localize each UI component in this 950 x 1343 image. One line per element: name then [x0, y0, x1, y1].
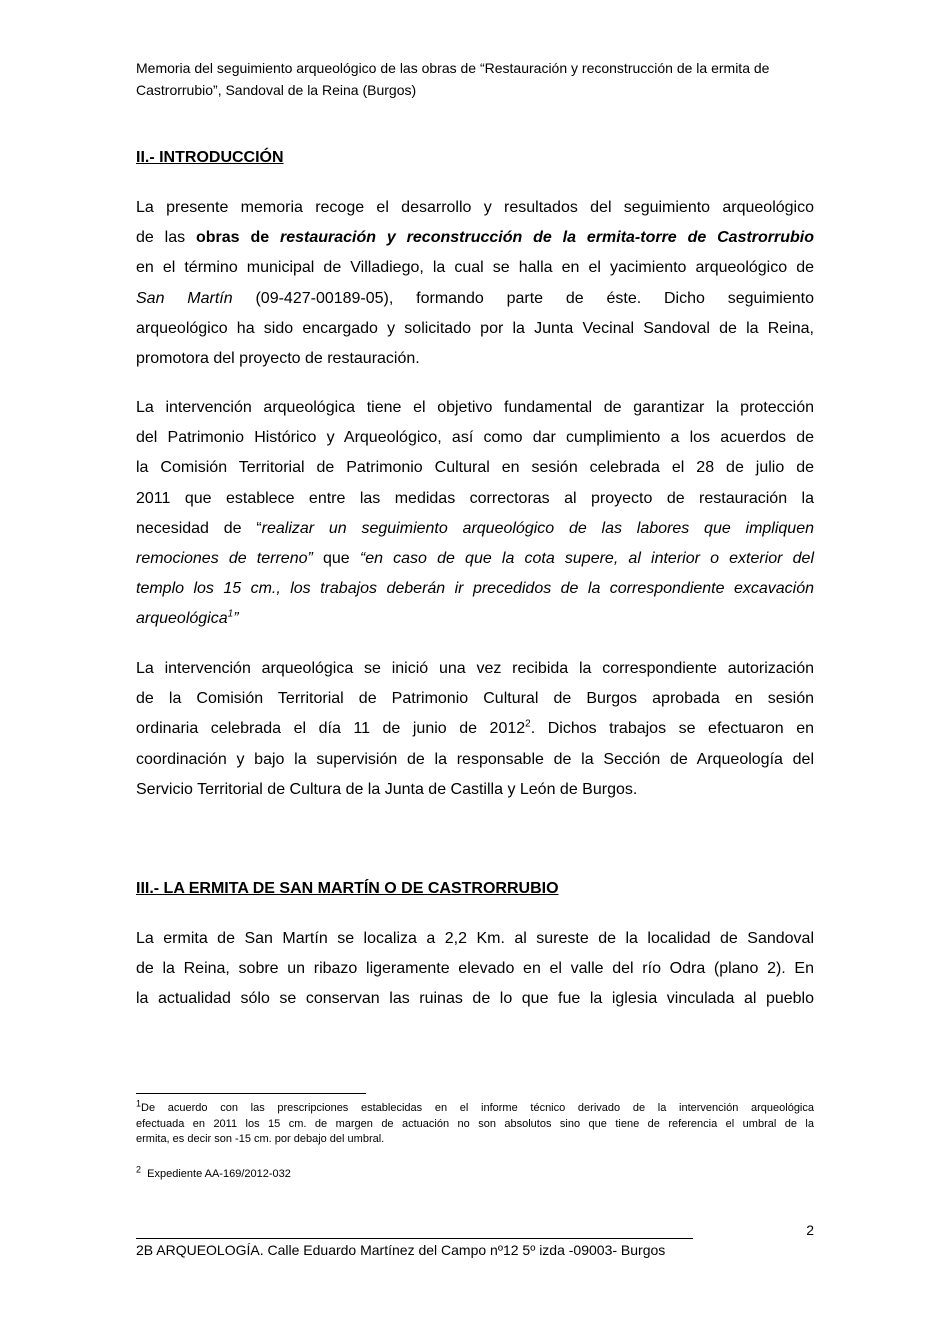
- footnote-ref: 2: [525, 719, 531, 731]
- text-line: coordinación y bajo la supervisión de la responsable de la Sección de Arqueología del: [136, 750, 814, 768]
- text-line: Servicio Territorial de Cultura de la Junta de Castilla y León de Burgos.: [136, 780, 638, 798]
- text-line: San Martín (09-427-00189-05), formando parte de éste. Dicho seguimiento: [136, 289, 814, 307]
- footer-divider: [136, 1238, 693, 1239]
- text-line: de las obras de restauración y reconstrucción de la ermita-torre de Castrorrubio: [136, 229, 815, 247]
- text-line: arqueológica$^1$”: [136, 609, 239, 628]
- footnote-divider: [136, 1093, 366, 1094]
- text-line: de la Comisión Territorial de Patrimonio Cultural de Burgos aprobada en sesión: [136, 690, 814, 708]
- footnote-number: 1: [136, 1098, 142, 1109]
- text-line: necesidad de “realizar un seguimiento arqueológico de las labores que impliquen: [136, 519, 815, 537]
- footnote-2: $^2$ Expediente AA-169/2012-032: [136, 1164, 291, 1180]
- paragraph: [136, 654, 814, 805]
- text-line: de la Reina, sobre un ribazo ligeramente elevado en el valle del río Odra (plano 2). En: [136, 960, 814, 978]
- text-line: La intervención arqueológica tiene el objetivo fundamental de garantizar la protección: [136, 399, 814, 416]
- text-line: ordinaria celebrada el día 11 de junio de 2012$^2$. Dichos trabajos se efectuaron en: [136, 719, 814, 738]
- text-line: ermita, es decir son -15 cm. por debajo del umbral.: [136, 1133, 385, 1145]
- footnote-1: $^1$De acuerdo con las prescripciones establecidas en el informe técnico derivado de la intervención arqueológica efectuada en 2011 los 15 cm. de margen de actuación no son absolutos sino que tiene de referencia el umbral de la ermita, es decir son -15 cm. por debajo del umbral.: [136, 1101, 814, 1148]
- text-line: la actualidad sólo se conservan las ruinas de lo que fue la iglesia vinculada al pueblo: [136, 990, 814, 1008]
- text-line: remociones de terreno” que “en caso de que la cota supere, al interior o exterior del: [136, 550, 814, 568]
- text-line: en el término municipal de Villadiego, la cual se halla en el yacimiento arqueológico de: [136, 259, 814, 277]
- text-line: del Patrimonio Histórico y Arqueológico, así como dar cumplimiento a los acuerdos de: [136, 429, 814, 447]
- section-heading-ermita: III.- LA ERMITA DE SAN MARTÍN O DE CASTRORRUBIO: [136, 880, 559, 897]
- page-footer: 2B ARQUEOLOGÍA. Calle Eduardo Martínez del Campo nº12 5º izda -09003- Burgos: [136, 1242, 666, 1258]
- text-line: templo los 15 cm., los trabajos deberán ir precedidos de la correspondiente excavación: [136, 580, 814, 598]
- text-line: promotora del proyecto de restauración.: [136, 350, 420, 368]
- text-line: la Comisión Territorial de Patrimonio Cultural en sesión celebrada el 28 de julio de: [136, 459, 814, 477]
- header-line: Castrorrubio”, Sandoval de la Reina (Burgos): [136, 82, 417, 98]
- footnote-ref: 1: [227, 609, 234, 621]
- text-line: La presente memoria recoge el desarrollo y resultados del seguimiento arqueológico: [136, 199, 814, 216]
- text-line: arqueológico ha sido encargado y solicitado por la Junta Vecinal Sandoval de la Reina,: [136, 319, 814, 337]
- section-heading-introduccion: II.- INTRODUCCIÓN: [136, 149, 284, 166]
- running-header: [136, 57, 814, 101]
- paragraph: [136, 393, 814, 635]
- paragraph: [136, 193, 814, 374]
- paragraph: [136, 924, 814, 1015]
- footnote-number: 2: [136, 1164, 142, 1175]
- header-line: Memoria del seguimiento arqueológico de las obras de “Restauración y reconstrucción de la ermita de: [136, 60, 770, 76]
- text-line: efectuada en 2011 los 15 cm. de margen de actuación no son absolutos sino que tiene de referencia el umbral de la: [136, 1117, 814, 1130]
- text-line: 2011 que establece entre las medidas correctoras al proyecto de restauración la: [136, 489, 814, 507]
- text-line: La intervención arqueológica se inició una vez recibida la correspondiente autorización: [136, 660, 814, 677]
- text-line: La ermita de San Martín se localiza a 2,2 Km. al sureste de la localidad de Sandoval: [136, 930, 814, 947]
- page-number: 2: [806, 1222, 814, 1238]
